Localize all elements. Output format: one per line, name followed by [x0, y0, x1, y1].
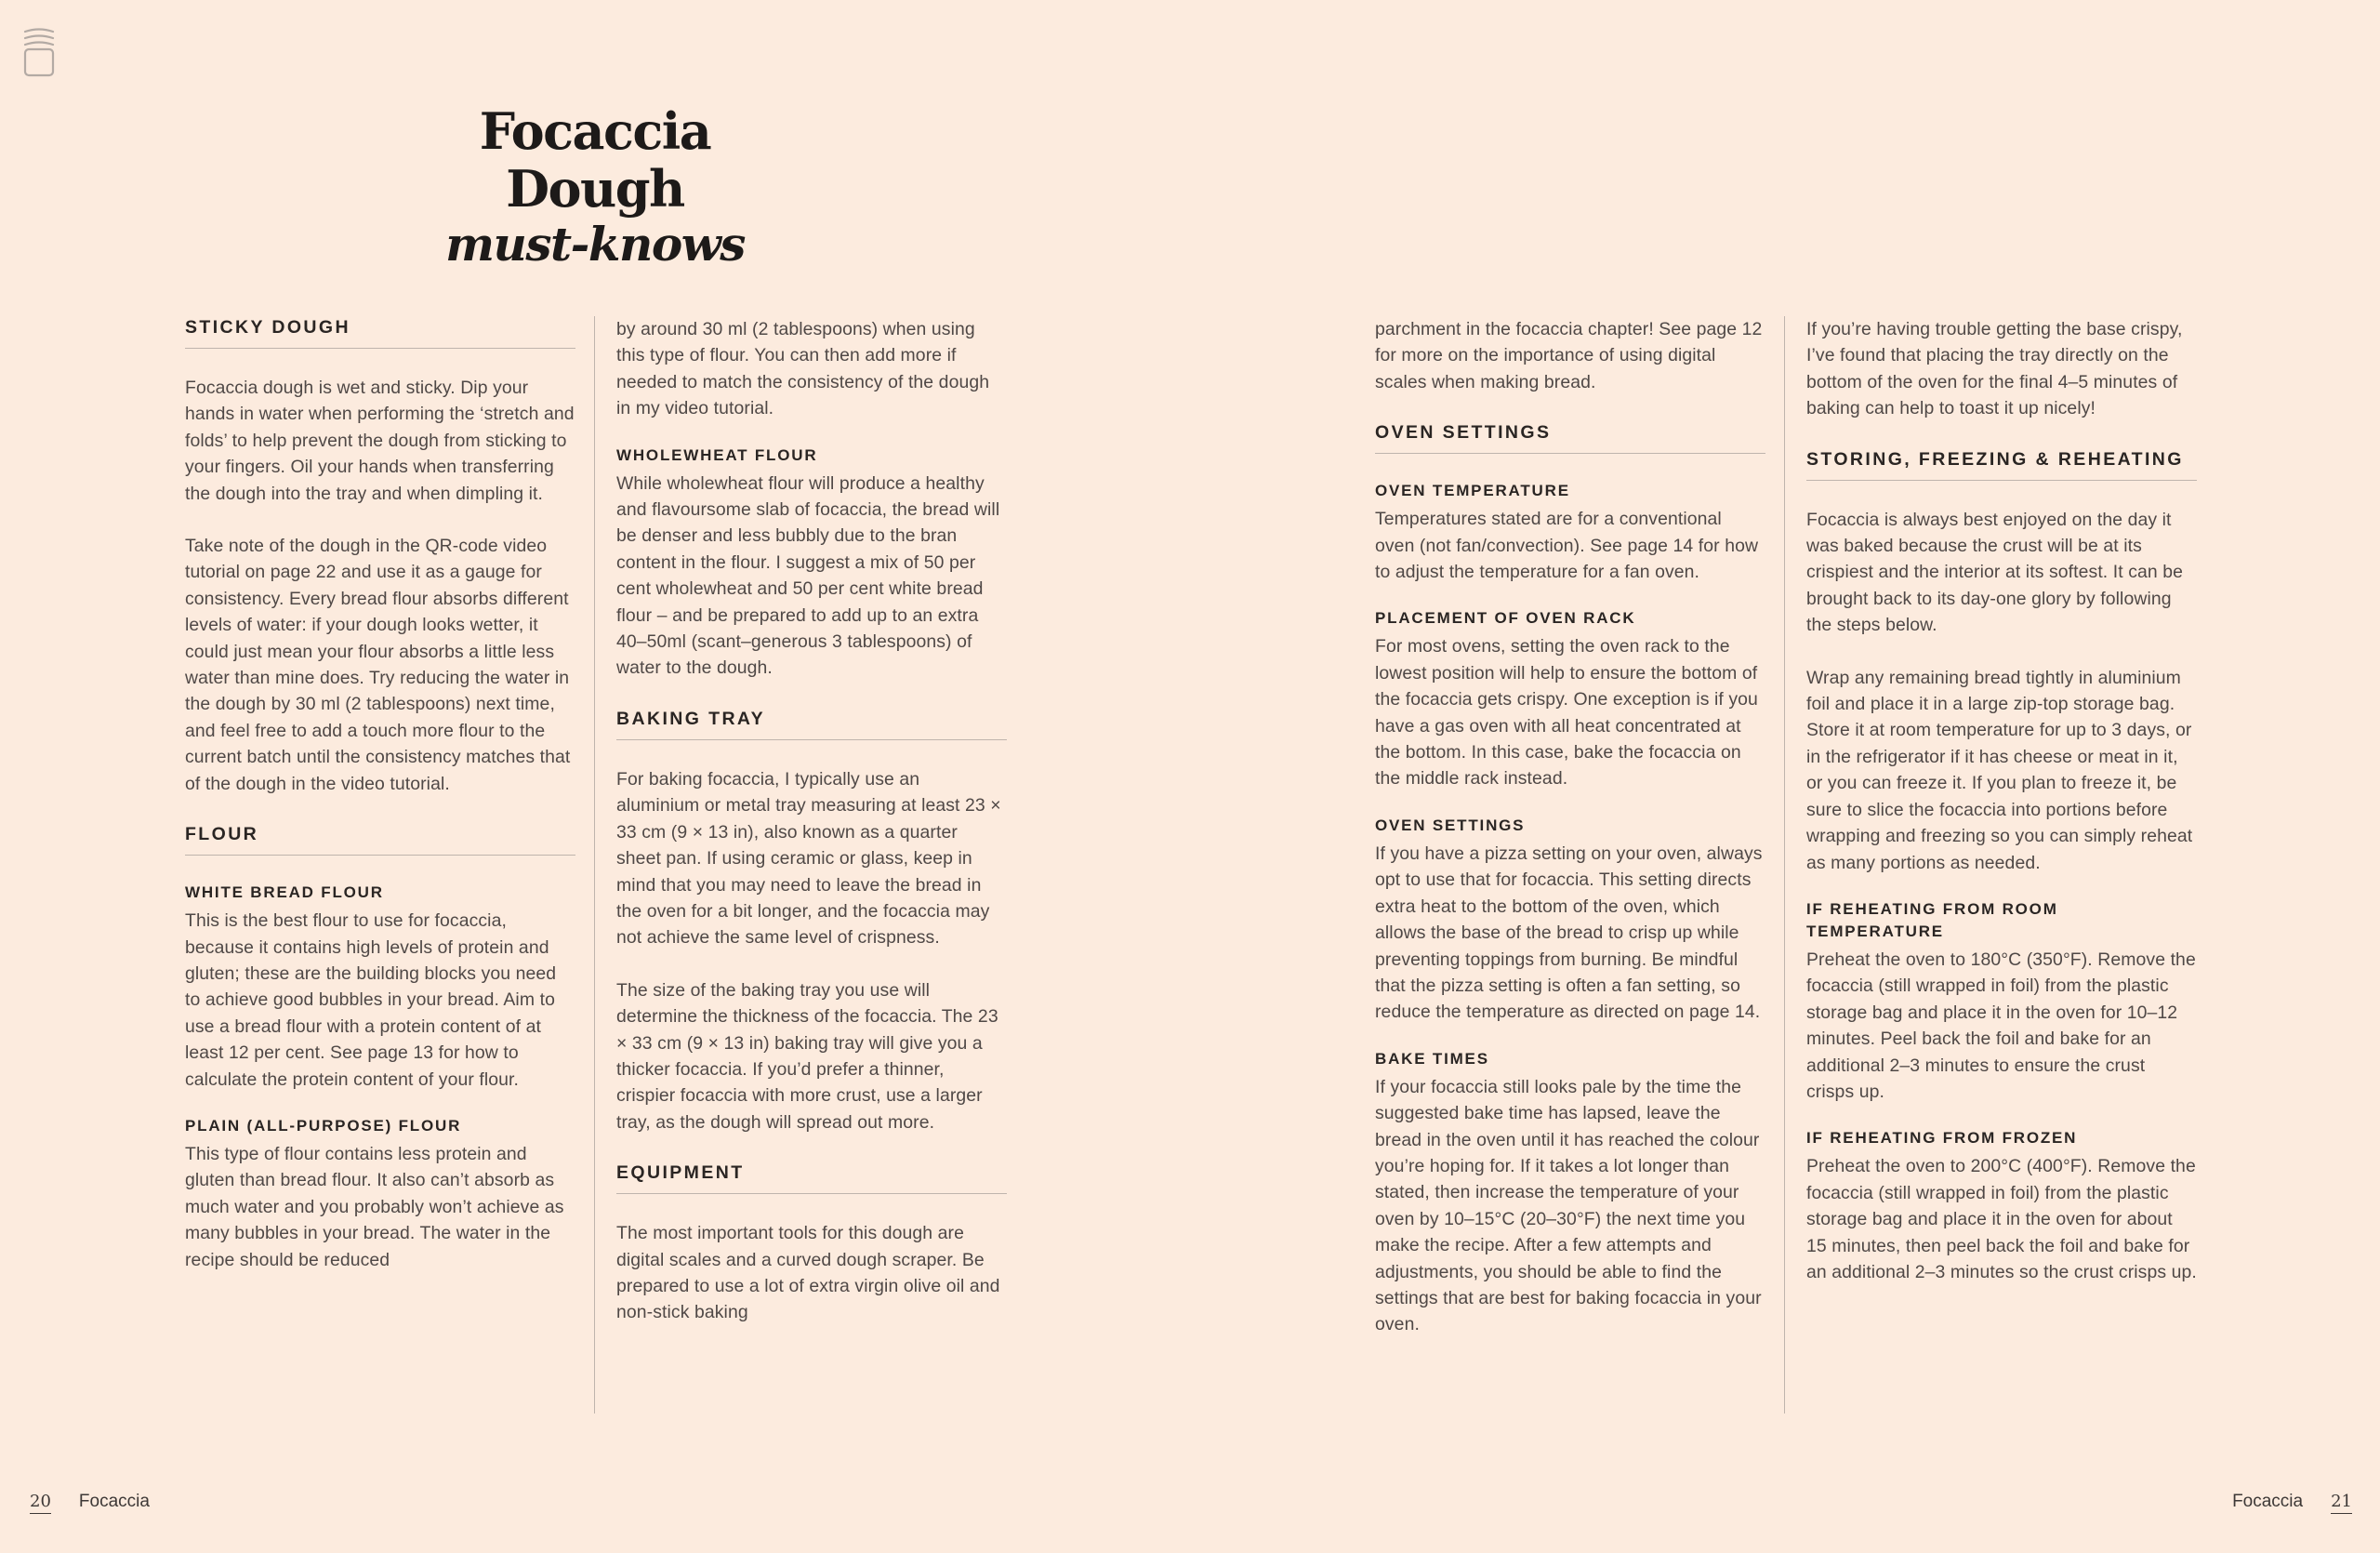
subheading-oven-rack: PLACEMENT OF OVEN RACK [1375, 609, 1636, 628]
paragraph: The most important tools for this dough are digital scales and a curved dough scraper. Be prepared to use a lot of extra virgin olive oil and non-stick baking [616, 1223, 1000, 1323]
paragraph: If you have a pizza setting on your oven, always opt to use that for focaccia. This setting directs extra heat to the bottom of the oven, which allows the base of the bread to crisp up while preventing toppings from burning. Be mindful that the pizza setting is often a fan setting, so reduce the temperature as directed on page 14. [1375, 843, 1763, 1023]
column-3 [1375, 316, 1765, 1338]
subheading-white-bread-flour: WHITE BREAD FLOUR [185, 883, 384, 902]
paragraph: The size of the baking tray you use will determine the thickness of the focaccia. The 23 × 33 cm (9 × 13 in) baking tray will give you a thicker focaccia. If you’d prefer a thinner, crispier focaccia with more crust, use a larger tray, as the dough will spread out more. [616, 979, 998, 1133]
footer-left [30, 1492, 150, 1514]
paragraph: Temperatures stated are for a conventional oven (not fan/convection). See page 14 for how to adjust the temperature for a fan oven. [1375, 509, 1759, 583]
column-4 [1806, 316, 2197, 1285]
column-1 [185, 316, 575, 1273]
paragraph: Preheat the oven to 200°C (400°F). Remove the focaccia (still wrapped in foil) from the plastic storage bag and place it in the oven for about 15 minutes, then peel back the foil and bake for an additional 2–3 minutes so the crust crisps up. [1806, 1156, 2197, 1282]
running-title-right: Focaccia [2232, 1492, 2304, 1511]
subheading-reheat-room-temp: IF REHEATING FROM ROOM TEMPERATURE [1806, 899, 2058, 940]
page-number-right: 21 [2331, 1492, 2352, 1514]
subheading-wholewheat-flour: WHOLEWHEAT FLOUR [616, 445, 818, 464]
paragraph: Take note of the dough in the QR-code video tutorial on page 22 and use it as a gauge for consistency. Every bread flour absorbs different levels of water: if your dough looks wetter, it could just mean your flour absorbs a little less water than mine does. Try reducing the water in the dough by 30 ml (2 tablespoons) next time, and feel free to add a touch more flour to the current batch until the consistency matches that of the dough in the video tutorial. [185, 536, 571, 794]
book-stack-icon[interactable] [20, 26, 58, 80]
subheading-bake-times: BAKE TIMES [1375, 1049, 1489, 1068]
page-title [418, 102, 772, 272]
paragraph: Wrap any remaining bread tightly in aluminium foil and place it in a large zip-top storage bag. Store it at room temperature for up to 3 days, or in the refrigerator if it has cheese or meat in it, or you can freeze it. If you plan to freeze it, be sure to slice the focaccia into portions before wrapping and freezing so you can simply reheat as many portions as needed. [1806, 667, 2193, 873]
section-heading-oven-settings: OVEN SETTINGS [1375, 421, 1765, 454]
title-subtitle: must-knows [445, 217, 745, 272]
paragraph: Preheat the oven to 180°C (350°F). Remove the focaccia (still wrapped in foil) from the plastic storage bag and place it in the oven for 10–12 minutes. Peel back the foil and bake for an additional 2–3 minutes to ensure the crust crisps up. [1806, 949, 2196, 1102]
subheading-reheat-frozen: IF REHEATING FROM FROZEN [1806, 1129, 2078, 1148]
paragraph: This is the best flour to use for focaccia, because it contains high levels of protein and gluten; these are the building blocks you need to achieve good bubbles in your bread. Aim to use a bread flour with a protein content of at least 12 per cent. See page 13 for how to calculate the protein content of your flour. [185, 910, 557, 1090]
paragraph: Focaccia dough is wet and sticky. Dip your hands in water when performing the ‘stretch and folds’ to help prevent the dough from sticking to your fingers. Oil your hands when transferring the dough into the tray and when dimpling it. [185, 378, 575, 504]
subheading-oven-temperature: OVEN TEMPERATURE [1375, 482, 1570, 500]
paragraph: parchment in the focaccia chapter! See page 12 for more on the importance of using digital scales when making bread. [1375, 319, 1763, 392]
subheading-oven-settings: OVEN SETTINGS [1375, 816, 1526, 834]
running-title-left: Focaccia [78, 1492, 150, 1511]
column-2 [616, 316, 1007, 1326]
paragraph: While wholewheat flour will produce a healthy and flavoursome slab of focaccia, the bread will be denser and less bubbly due to the bran content in the flour. I suggest a mix of 50 per cent wholewheat and 50 per cent white bread flour – and be prepared to add up to an extra 40–50ml (scant–generous 3 tablespoons) of water to the dough. [616, 472, 1000, 679]
paragraph: If your focaccia still looks pale by the time the suggested bake time has lapsed, leave the bread in the oven until it has reached the colour you’re hoping for. If it takes a lot longer than stated, then increase the temperature of your oven by 10–15°C (20–30°F) the next time you make the recipe. After a few attempts and adjustments, you should be able to find the settings that are best for baking focaccia in your oven. [1375, 1076, 1762, 1335]
section-heading-storing: STORING, FREEZING & REHEATING [1806, 448, 2197, 481]
page-number-left: 20 [30, 1492, 51, 1514]
paragraph: For most ovens, setting the oven rack to the lowest position will help to ensure the bottom of the focaccia gets crispy. One exception is if you have a gas oven with all heat concentrated at the bottom. In this case, bake the focaccia on the middle rack instead. [1375, 636, 1758, 790]
section-heading-flour: FLOUR [185, 823, 575, 856]
paragraph: Focaccia is always best enjoyed on the day it was baked because the crust will be at its crispiest and the interior at its softest. It can be brought back to its day-one glory by following the steps below. [1806, 509, 2184, 636]
subheading-plain-flour: PLAIN (ALL-PURPOSE) FLOUR [185, 1116, 462, 1135]
column-divider [594, 316, 595, 1414]
paragraph: This type of flour contains less protein and gluten than bread flour. It also can’t absorb as much water and you probably won’t achieve as many bubbles in your bread. The water in the recipe should be reduced [185, 1143, 564, 1270]
paragraph: For baking focaccia, I typically use an aluminium or metal tray measuring at least 23 × 33 cm (9 × 13 in), also known as a quarter sheet pan. If using ceramic or glass, keep in mind that you may need to leave the bread in the oven for a bit longer, and the focaccia may not achieve the same level of crispness. [616, 768, 1001, 949]
title-main: Focaccia Dough [479, 101, 711, 219]
section-heading-sticky-dough: STICKY DOUGH [185, 316, 575, 349]
paragraph: by around 30 ml (2 tablespoons) when using this type of flour. You can then add more if needed to match the consistency of the dough in my video tutorial. [616, 319, 990, 419]
section-heading-baking-tray: BAKING TRAY [616, 708, 1007, 740]
footer-right [2232, 1492, 2352, 1514]
section-heading-equipment: EQUIPMENT [616, 1161, 1007, 1194]
column-divider [1784, 316, 1785, 1414]
paragraph: If you’re having trouble getting the base crispy, I’ve found that placing the tray directly on the bottom of the oven for the final 4–5 minutes of baking can help to toast it up nicely! [1806, 319, 2183, 419]
